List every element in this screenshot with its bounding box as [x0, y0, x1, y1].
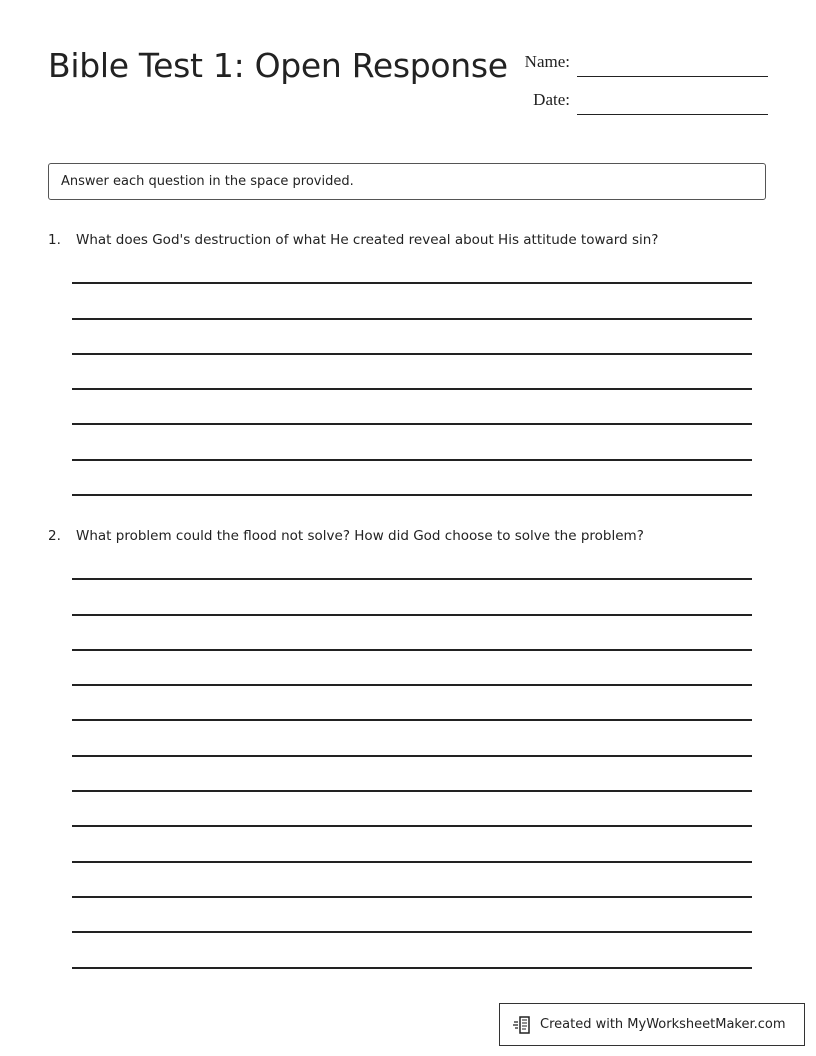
instructions-box: Answer each question in the space provided.: [48, 163, 766, 200]
question-2: [48, 528, 768, 544]
answer-line: [72, 320, 752, 355]
date-label: Date:: [533, 90, 570, 109]
footer-text: Created with MyWorksheetMaker.com: [540, 1017, 786, 1032]
answer-line: [72, 651, 752, 686]
question-1: [48, 232, 768, 248]
answer-line: [72, 284, 752, 319]
answer-line: [72, 249, 752, 284]
name-label: Name:: [524, 52, 570, 71]
answer-line: [72, 545, 752, 580]
answer-line: [72, 898, 752, 933]
question-text: What problem could the flood not solve? How did God choose to solve the problem?: [76, 528, 644, 544]
date-blank-line: [577, 114, 768, 115]
answer-line: [72, 863, 752, 898]
name-field: [500, 52, 768, 78]
answer-lines-2: [72, 545, 752, 969]
answer-line: [72, 355, 752, 390]
worksheet-title: Bible Test 1: Open Response: [48, 46, 508, 85]
answer-line: [72, 616, 752, 651]
question-text: What does God's destruction of what He created reveal about His attitude toward sin?: [76, 232, 659, 248]
worksheet-maker-logo-icon: [512, 1014, 534, 1036]
footer-credit: [499, 1003, 805, 1046]
name-blank-line: [577, 76, 768, 77]
question-number: 1.: [48, 232, 61, 248]
answer-line: [72, 390, 752, 425]
answer-line: [72, 461, 752, 496]
answer-line: [72, 425, 752, 460]
answer-line: [72, 580, 752, 615]
answer-line: [72, 757, 752, 792]
answer-line: [72, 933, 752, 968]
answer-line: [72, 792, 752, 827]
question-number: 2.: [48, 528, 61, 544]
date-field: [500, 90, 768, 116]
answer-line: [72, 827, 752, 862]
answer-lines-1: [72, 249, 752, 496]
answer-line: [72, 721, 752, 756]
answer-line: [72, 686, 752, 721]
